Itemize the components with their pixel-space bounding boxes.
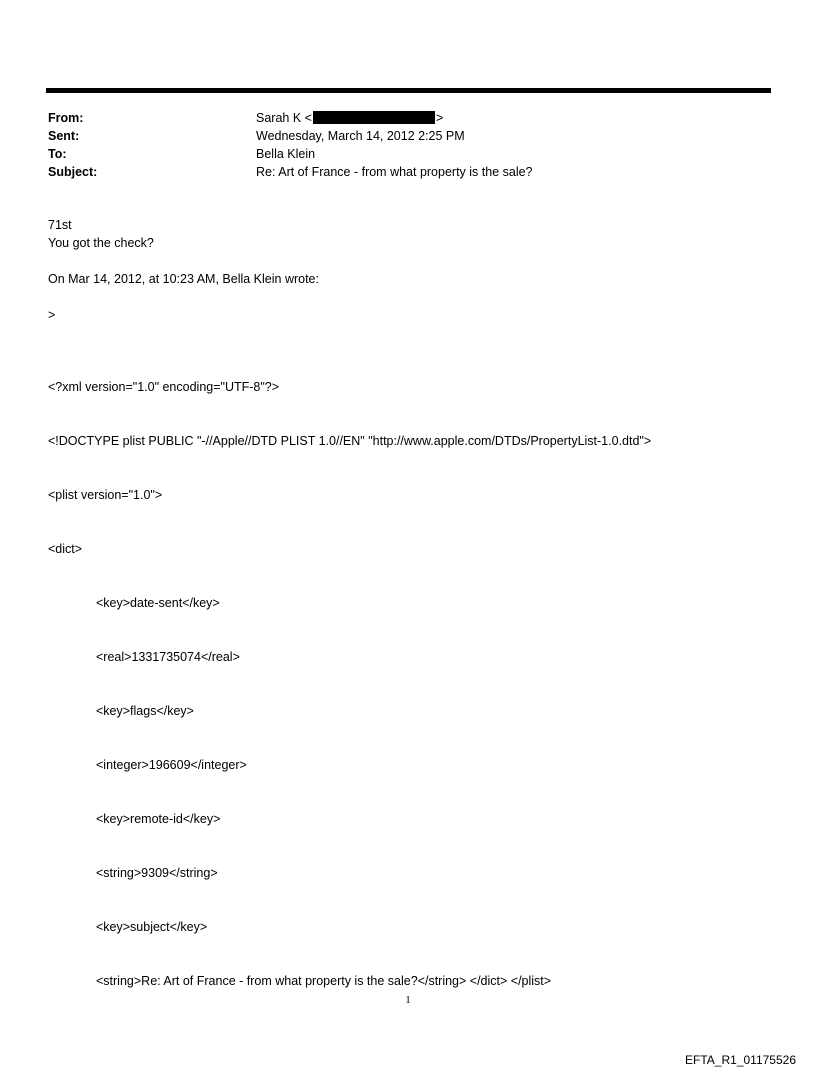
xml-line: <key>flags</key> xyxy=(96,704,194,718)
xml-line: <dict> xyxy=(48,542,83,556)
quote-header: On Mar 14, 2012, at 10:23 AM, Bella Klein wrote: xyxy=(48,272,319,286)
from-value xyxy=(256,109,768,127)
quote-marker: > xyxy=(48,308,56,322)
bates-number: EFTA_R1_01175526 xyxy=(685,1053,796,1067)
subject-label: Subject: xyxy=(48,165,98,179)
xml-line: <key>subject</key> xyxy=(96,920,208,934)
xml-line: <real>1331735074</real> xyxy=(96,650,240,664)
from-label: From: xyxy=(48,111,84,125)
header-rule xyxy=(46,88,771,93)
xml-line: <key>date-sent</key> xyxy=(96,596,220,610)
to-label: To: xyxy=(48,147,67,161)
from-name: Sarah K xyxy=(256,111,302,125)
xml-block xyxy=(48,342,768,1008)
xml-line: <!DOCTYPE plist PUBLIC "-//Apple//DTD PLIST 1.0//EN" "http://www.apple.com/DTDs/PropertyList-1.0.dtd"> xyxy=(48,434,652,448)
xml-line: <key>remote-id</key> xyxy=(96,812,221,826)
body-line-2: You got the check? xyxy=(48,236,154,250)
xml-line: <plist version="1.0"> xyxy=(48,488,163,502)
sent-row xyxy=(48,127,768,145)
to-value: Bella Klein xyxy=(256,147,316,161)
sent-value: Wednesday, March 14, 2012 2:25 PM xyxy=(256,129,465,143)
from-close-bracket: > xyxy=(435,111,444,125)
xml-line: <string>9309</string> xyxy=(96,866,218,880)
sent-label: Sent: xyxy=(48,129,80,143)
subject-row xyxy=(48,163,768,181)
from-open-bracket: < xyxy=(304,111,312,125)
redaction-box xyxy=(313,111,435,124)
to-row xyxy=(48,145,768,163)
page-number: 1 xyxy=(405,994,411,1006)
email-header xyxy=(48,109,768,181)
xml-line: <string>Re: Art of France - from what property is the sale?</string> </dict> </plist> xyxy=(96,974,552,988)
body-line-1: 71st xyxy=(48,218,72,232)
subject-value: Re: Art of France - from what property is the sale? xyxy=(256,165,533,179)
xml-line: <integer>196609</integer> xyxy=(96,758,247,772)
xml-line: <?xml version="1.0" encoding="UTF-8"?> xyxy=(48,380,280,394)
from-row xyxy=(48,109,768,127)
